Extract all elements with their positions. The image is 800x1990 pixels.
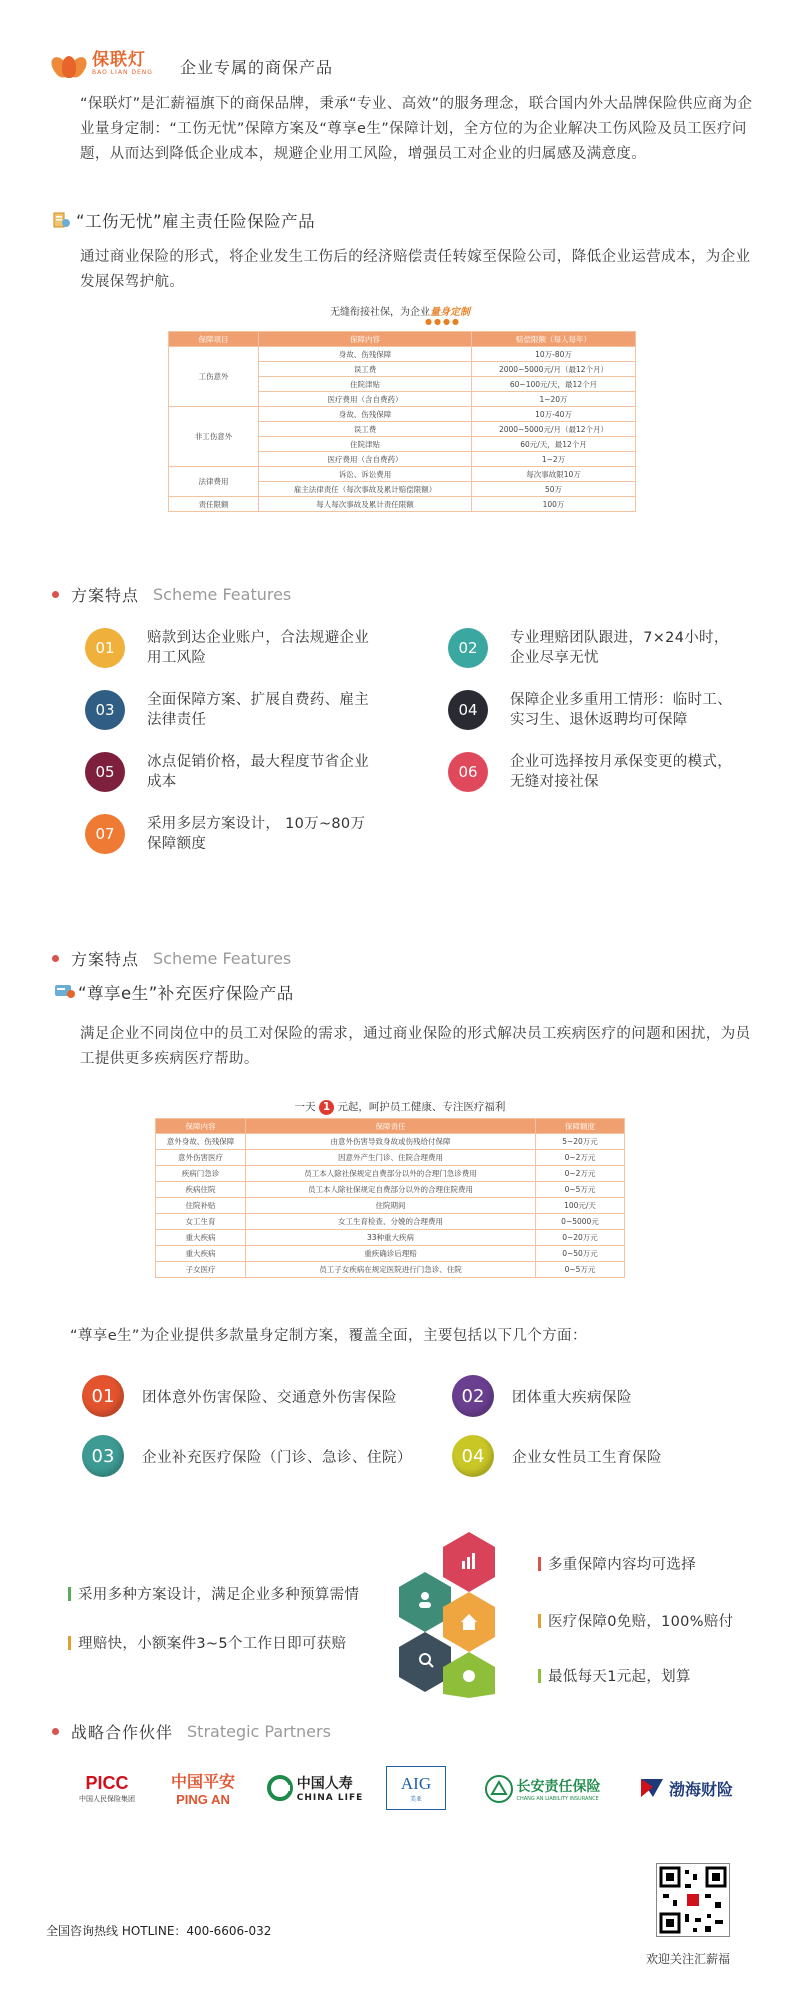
group-cell: 非工伤意外 [169, 407, 259, 467]
table-cell: 由意外伤害导致身故或伤残给付保障 [246, 1134, 536, 1150]
plan-number-badge: 03 [82, 1435, 124, 1477]
group-cell: 工伤意外 [169, 347, 259, 407]
injury-coverage-table [168, 331, 636, 512]
clipboard-icon [52, 211, 72, 229]
plan-number-badge: 02 [452, 1375, 494, 1417]
highlight-right-2: 医疗保障0免赔，100%赔付 [538, 1610, 733, 1631]
table-header: 保障内容 [259, 332, 472, 347]
table-cell: 100元/天 [536, 1198, 625, 1214]
injury-section-title: “工伤无忧”雇主责任险保险产品 [52, 208, 315, 232]
table-cell: 0~5000元 [536, 1214, 625, 1230]
table-header: 保障额度 [536, 1119, 625, 1134]
feature-number-badge: 04 [448, 690, 488, 730]
table-cell: 50万 [472, 482, 636, 497]
qr-code[interactable] [656, 1863, 730, 1937]
table-cell: 疾病住院 [156, 1182, 246, 1198]
heading-dot [52, 1728, 59, 1735]
plan-number-badge: 01 [82, 1375, 124, 1417]
feature-number-badge: 06 [448, 752, 488, 792]
partners-heading: 战略合作伙伴 Strategic Partners [52, 1720, 331, 1743]
group-cell: 责任限额 [169, 497, 259, 512]
table-cell: 意外身故、伤残保障 [156, 1134, 246, 1150]
table-row [156, 1198, 625, 1214]
feature-item [85, 752, 377, 792]
table-row [156, 1182, 625, 1198]
plan-text: 团体意外伤害保险、交通意外伤害保险 [142, 1389, 397, 1406]
table-cell: 医疗费用（含自费药） [259, 392, 472, 407]
table-cell: 疾病门急诊 [156, 1166, 246, 1182]
plan-text: 团体重大疾病保险 [512, 1389, 632, 1406]
table-row [156, 1230, 625, 1246]
elife-summary: “尊享e生”为企业提供多款量身定制方案，覆盖全面，主要包括以下几个方面： [70, 1328, 587, 1344]
features-heading: 方案特点 Scheme Features [52, 583, 291, 606]
table-cell: 0~50万元 [536, 1246, 625, 1262]
highlight-left-2: 理赔快，小额案件3~5个工作日即可获赔 [68, 1632, 346, 1653]
card-icon [54, 983, 74, 1001]
highlight-right-1: 多重保障内容均可选择 [538, 1553, 696, 1574]
plan-text: 企业补充医疗保险（门诊、急诊、住院） [142, 1449, 412, 1466]
table-cell: 10万-80万 [472, 347, 636, 362]
injury-description: 通过商业保险的形式，将企业发生工伤后的经济赔偿责任转嫁至保险公司，降低企业运营成本，为企业发展保驾护航。 [80, 249, 751, 290]
table-header: 保障内容 [156, 1119, 246, 1134]
hotline-text: 全国咨询热线 HOTLINE：400-6606-032 [46, 1924, 272, 1938]
feature-item [85, 814, 377, 854]
table-cell: 员工本人除社保规定自费部分以外的合理住院费用 [246, 1182, 536, 1198]
feature-text: 冰点促销价格，最大程度节省企业成本 [147, 754, 369, 790]
table-cell: 0~20万元 [536, 1230, 625, 1246]
table-row [169, 497, 636, 512]
table-row [156, 1134, 625, 1150]
table-row [169, 347, 636, 362]
intro-paragraph: “保联灯”是汇薪福旗下的商保品牌，秉承“专业、高效”的服务理念，联合国内外大品牌保险供应商为企业量身定制：“工伤无忧”保障方案及“尊享e生”保障计划，全方位的为企业解决工伤风险及员工医疗问题，从而达到降低企业成本，规避企业用工风险，增强员工对企业的归属感及满意度。 [80, 96, 753, 162]
partner-chinalife-logo: 中国人寿 CHINA LIFE [256, 1766, 374, 1810]
chinalife-emblem-icon [267, 1775, 293, 1801]
brand-tagline: 企业专属的商保产品 [180, 58, 334, 77]
table-cell: 60元/天，最12个月 [472, 437, 636, 452]
feature-text: 保障企业多重用工情形：临时工、实习生、退休返聘均可保障 [510, 692, 732, 728]
feature-item [448, 628, 740, 668]
table-row [156, 1214, 625, 1230]
highlight-right-3: 最低每天1元起，划算 [538, 1665, 691, 1686]
table-row [156, 1150, 625, 1166]
table-cell: 身故、伤残保障 [259, 407, 472, 422]
feature-number-badge: 07 [85, 814, 125, 854]
elife-table-caption: 一天 1 元起，呵护员工健康、专注医疗福利 [294, 1101, 506, 1113]
elife-description: 满足企业不同岗位中的员工对保险的需求，通过商业保险的形式解决员工疾病医疗的问题和困扰，为员工提供更多疾病医疗帮助。 [80, 1026, 751, 1067]
table-cell: 女工生育检查、分娩的合理费用 [246, 1214, 536, 1230]
group-cell: 法律费用 [169, 467, 259, 497]
heading-dot [52, 591, 59, 598]
feature-text: 专业理赔团队跟进，7×24小时，企业尽享无忧 [510, 630, 729, 666]
qr-code-icon [657, 1864, 729, 1936]
bohai-emblem-icon [639, 1777, 665, 1799]
table-cell: 5~20万元 [536, 1134, 625, 1150]
feature-text: 全面保障方案、扩展自费药、雇主法律责任 [147, 692, 369, 728]
table-cell: 重大疾病 [156, 1230, 246, 1246]
table-cell: 住院补贴 [156, 1198, 246, 1214]
feature-text: 采用多层方案设计， 10万~80万保障额度 [147, 816, 366, 852]
table-row [156, 1246, 625, 1262]
table-cell: 子女医疗 [156, 1262, 246, 1278]
hexagon-cluster [395, 1528, 543, 1698]
table-cell: 33种重大疾病 [246, 1230, 536, 1246]
table-cell: 2000~5000元/月（最12个月） [472, 422, 636, 437]
table-cell: 雇主法律责任（每次事故及累计赔偿限额） [259, 482, 472, 497]
elife-features-heading: 方案特点 Scheme Features [52, 947, 291, 970]
brand-logo [50, 44, 153, 82]
feature-item [85, 628, 377, 668]
table-cell: 0~2万元 [536, 1166, 625, 1182]
table-cell: 2000~5000元/月（最12个月） [472, 362, 636, 377]
table-cell: 误工费 [259, 362, 472, 377]
feature-number-badge: 03 [85, 690, 125, 730]
table-cell: 因意外产生门诊、住院合理费用 [246, 1150, 536, 1166]
caption-dots: ●●●● [425, 317, 461, 326]
feature-item [85, 690, 377, 730]
table-cell: 0~5万元 [536, 1262, 625, 1278]
table-cell: 100万 [472, 497, 636, 512]
table-cell: 意外伤害医疗 [156, 1150, 246, 1166]
brand-pinyin: BAO LIAN DENG [92, 68, 153, 76]
table-row [156, 1262, 625, 1278]
feature-item [448, 752, 740, 792]
heading-dot [52, 955, 59, 962]
qr-caption: 欢迎关注汇薪福 [646, 1952, 731, 1966]
table-cell: 女工生育 [156, 1214, 246, 1230]
table-cell: 身故、伤残保障 [259, 347, 472, 362]
table-row [169, 467, 636, 482]
table-cell: 10万-40万 [472, 407, 636, 422]
table-cell: 员工本人除社保规定自费部分以外的合理门急诊费用 [246, 1166, 536, 1182]
feature-number-badge: 02 [448, 628, 488, 668]
table-cell: 60~100元/天，最12个月 [472, 377, 636, 392]
partner-bohai-logo: 渤海财险 [630, 1770, 742, 1806]
changan-emblem-icon [484, 1774, 514, 1804]
table-cell: 重疾确诊后理赔 [246, 1246, 536, 1262]
partner-changan-logo: 长安责任保险 CHANG AN LIABILITY INSURANCE [466, 1770, 618, 1808]
table-row [156, 1166, 625, 1182]
partner-picc-logo: PICC 中国人民保险集团 [79, 1772, 135, 1803]
partner-pingan-logo: 中国平安 PING AN [170, 1772, 235, 1807]
brand-name: 保联灯 [92, 49, 146, 70]
table-cell: 1~20万 [472, 392, 636, 407]
elife-coverage-table [155, 1118, 625, 1278]
table-cell: 每次事故限10万 [472, 467, 636, 482]
injury-table-caption: 无缝衔接社保，为企业量身定制 [330, 307, 470, 318]
elife-plan-item [452, 1435, 662, 1477]
feature-number-badge: 01 [85, 628, 125, 668]
table-cell: 员工子女疾病在规定医院进行门急诊、住院 [246, 1262, 536, 1278]
elife-plan-item [452, 1375, 632, 1417]
feature-number-badge: 05 [85, 752, 125, 792]
elife-plan-item [82, 1375, 397, 1417]
table-cell: 0~2万元 [536, 1150, 625, 1166]
feature-text: 企业可选择按月承保变更的模式，无缝对接社保 [510, 754, 732, 790]
table-header: 保障项目 [169, 332, 259, 347]
plan-text: 企业女性员工生育保险 [512, 1449, 662, 1466]
table-cell: 医疗费用（含自费药） [259, 452, 472, 467]
feature-item [448, 690, 740, 730]
partner-aig-logo: AIG 美亚 [386, 1766, 446, 1810]
table-header: 赔偿限额（每人每年） [472, 332, 636, 347]
table-cell: 重大疾病 [156, 1246, 246, 1262]
table-cell: 误工费 [259, 422, 472, 437]
table-cell: 住院津贴 [259, 377, 472, 392]
table-row [169, 407, 636, 422]
table-cell: 诉讼、诉讼费用 [259, 467, 472, 482]
plan-number-badge: 04 [452, 1435, 494, 1477]
elife-plan-item [82, 1435, 412, 1477]
highlight-left-1: 采用多种方案设计，满足企业多种预算需情 [68, 1583, 359, 1604]
table-header: 保障责任 [246, 1119, 536, 1134]
lotus-logo-icon [50, 44, 88, 82]
table-cell: 住院津贴 [259, 437, 472, 452]
chart-hexagon-icon [443, 1532, 495, 1592]
elife-section-title: “尊享e生”补充医疗保险产品 [54, 980, 294, 1004]
table-cell: 每人每次事故及累计责任限额 [259, 497, 472, 512]
table-cell: 住院期间 [246, 1198, 536, 1214]
feature-text: 赔款到达企业账户，合法规避企业用工风险 [147, 630, 369, 666]
table-cell: 1~2万 [472, 452, 636, 467]
table-cell: 0~5万元 [536, 1182, 625, 1198]
